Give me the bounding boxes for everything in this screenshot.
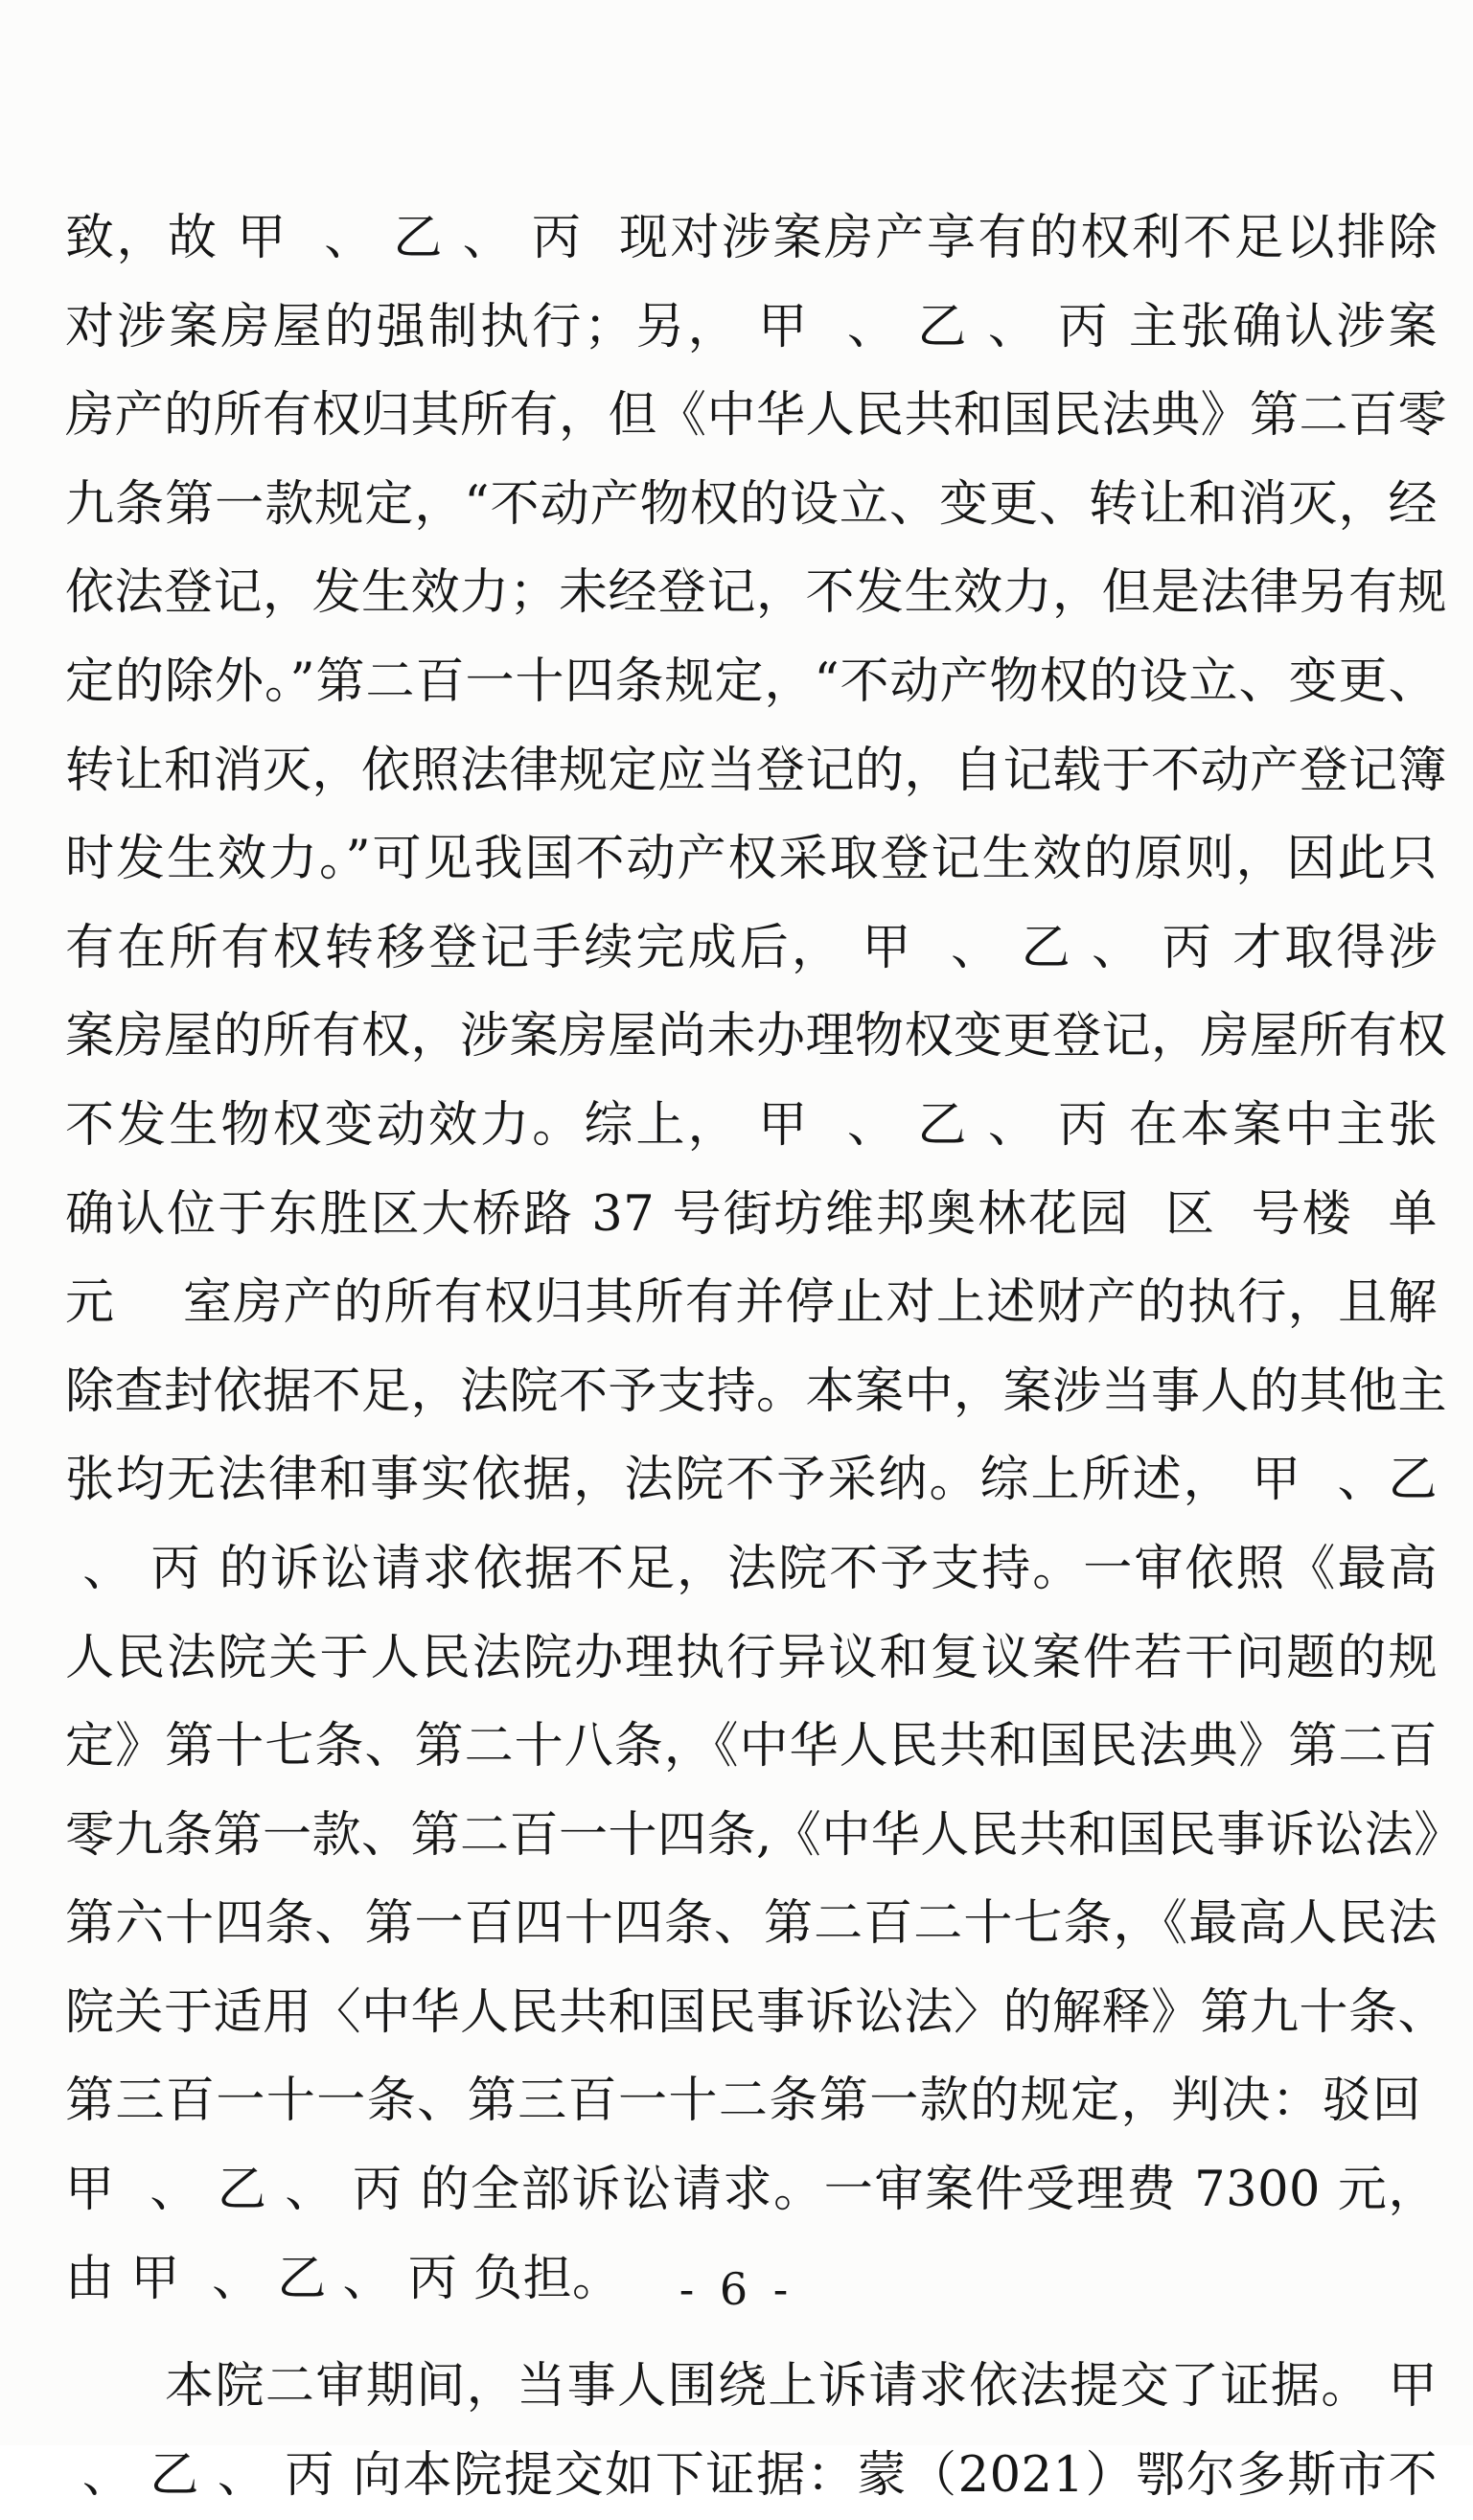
text-line: 人民法院关于人民法院办理执行异议和复议案件若干问题的规 [65,1629,1438,1686]
body-text [65,195,1463,2520]
text-line: 对涉案房屋的强制执行；另， 甲 、 乙 、 丙 主张确认涉案 [65,298,1438,355]
text-line: 第三百一十一条、第三百一十二条第一款的规定，判决：驳回 [65,2073,1438,2130]
text-line: 致，故 甲 、 乙 、 丙 现对涉案房产享有的权利不足以排除 [65,210,1438,266]
text-line: 、 丙 的诉讼请求依据不足，法院不予支持。一审依照《最高 [65,1540,1438,1597]
text-line: 元 室房产的所有权归其所有并停止对上述财产的执行，且解 [65,1274,1438,1332]
text-line: 九条第一款规定，“不动产物权的设立、变更、转让和消灭，经 [65,475,1438,533]
text-line: 时发生效力。”可见我国不动产权采取登记生效的原则，因此只 [65,831,1438,888]
text-line: 房产的所有权归其所有，但《中华人民共和国民法典》第二百零 [65,387,1448,445]
text-line: 转让和消灭，依照法律规定应当登记的，自记载于不动产登记簿 [65,742,1448,799]
text-line: 张均无法律和事实依据，法院不予采纳。综上所述， 甲 、乙 [65,1452,1438,1509]
text-line: 除查封依据不足，法院不予支持。本案中，案涉当事人的其他主 [65,1363,1448,1420]
text-line: 不发生物权变动效力。综上， 甲 、 乙 、 丙 在本案中主张 [65,1096,1438,1154]
text-line: 第六十四条、第一百四十四条、第二百二十七条，《最高人民法 [65,1895,1438,1953]
text-line: 案房屋的所有权，涉案房屋尚未办理物权变更登记，房屋所有权 [65,1008,1448,1065]
text-line: 确认位于东胜区大桥路 37 号街坊维邦奥林花园 区 号楼 单 [65,1185,1438,1243]
text-line: 依法登记，发生效力；未经登记，不发生效力，但是法律另有规 [65,564,1448,622]
page-number: - 6 - [679,2263,794,2315]
text-line: 院关于适用〈中华人民共和国民事诉讼法〉的解释》第九十条、 [65,1983,1448,2041]
text-line: 、 乙 、 丙 向本院提交如下证据：蒙（2021）鄂尔多斯市不 [65,2446,1438,2504]
text-line: 甲 、 乙 、 丙 的全部诉讼请求。一审案件受理费 7300 元， [65,2162,1438,2219]
text-line: 有在所有权转移登记手续完成后， 甲 、 乙 、 丙 才取得涉 [65,919,1438,976]
text-line: 本院二审期间，当事人围绕上诉请求依法提交了证据。 甲 [165,2358,1438,2416]
text-line: 零九条第一款、第二百一十四条,《中华人民共和国民事诉讼法》 [65,1806,1463,1864]
text-line: 定的除外。”第二百一十四条规定，“不动产物权的设立、变更、 [65,653,1438,710]
text-line: 由 甲 、 乙 、 丙 负担。 [65,2250,622,2307]
text-line: 定》第十七条、第二十八条，《中华人民共和国民法典》第二百 [65,1718,1438,1775]
